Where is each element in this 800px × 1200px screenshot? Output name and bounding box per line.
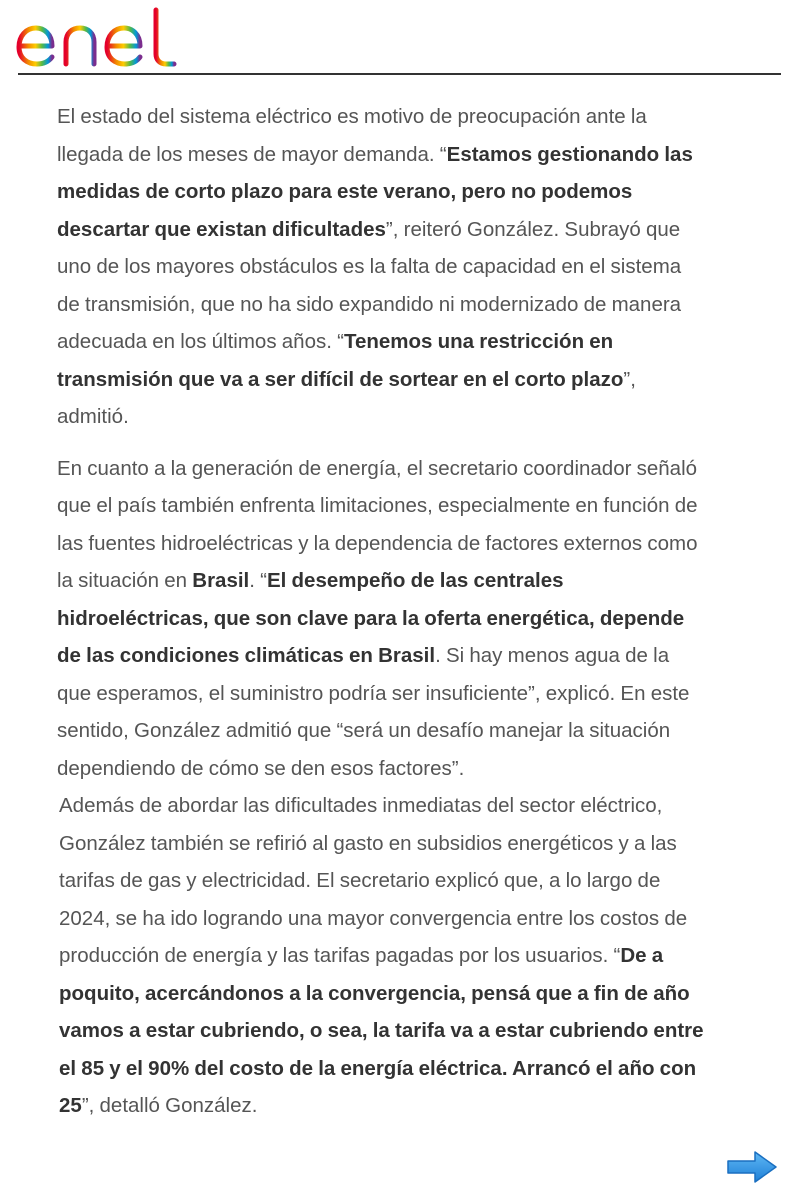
bold-quote: Brasil bbox=[192, 569, 250, 592]
site-header bbox=[0, 0, 800, 76]
bold-quote: Tenemos una restricción en transmisión que va a ser difícil de sortear en el corto plazo bbox=[57, 330, 624, 391]
paragraph-text: . “ bbox=[249, 569, 267, 592]
paragraph-text: Además de abordar las dificultades inmediatas del sector eléctrico, González también se refirió al gasto en subsidios energéticos y a las tarifas de gas y electricidad. El secretario explicó que, a lo largo de 2024, se ha ido logrando una mayor convergencia entre los costos de producción de energía y las tarifas pagadas por los usuarios. “ bbox=[59, 794, 688, 967]
paragraph bbox=[57, 450, 707, 788]
paragraph bbox=[57, 787, 707, 1125]
paragraph-text: . Si hay menos agua de la que esperamos, el suministro podría ser insuficiente”, explicó. En este sentido, González admitió que “será un desafío manejar la situación dependiendo de cómo se den esos factores”. bbox=[57, 644, 690, 780]
bold-quote: El desempeño de las centrales hidroeléctricas, que son clave para la oferta energética, depende de las condiciones climáticas en Brasil bbox=[57, 569, 685, 667]
paragraph-text: ”, detalló González. bbox=[81, 1094, 258, 1117]
bold-quote: De a poquito, acercándonos a la convergencia, pensá que a fin de año vamos a estar cubriendo, o sea, la tarifa va a estar cubriendo entre el 85 y el 90% del costo de la energía eléctrica. Arrancó el año con 25 bbox=[59, 944, 704, 1117]
paragraph-text: En cuanto a la generación de energía, el secretario coordinador señaló que el país también enfrenta limitaciones, especialmente en función de las fuentes hidroeléctricas y la dependencia de factores externos como la situación en bbox=[57, 456, 698, 592]
paragraph bbox=[57, 98, 707, 436]
header-divider bbox=[18, 73, 781, 75]
paragraph-text: ”, admitió. bbox=[57, 367, 636, 428]
paragraph-text: ”, reiteró González. Subrayó que uno de los mayores obstáculos es la falta de capacidad en el sistema de transmisión, que no ha sido expandido ni modernizado de manera adecuada en los últimos años. “ bbox=[57, 217, 682, 353]
bold-quote: Estamos gestionando las medidas de corto plazo para este verano, pero no podemos descartar que existan dificultades bbox=[57, 142, 693, 241]
paragraph-text: El estado del sistema eléctrico es motivo de preocupación ante la llegada de los meses de mayor demanda. “ bbox=[57, 105, 647, 166]
arrow-right-icon[interactable] bbox=[725, 1149, 779, 1185]
enel-logo[interactable] bbox=[14, 4, 184, 68]
article-body bbox=[57, 98, 707, 1125]
